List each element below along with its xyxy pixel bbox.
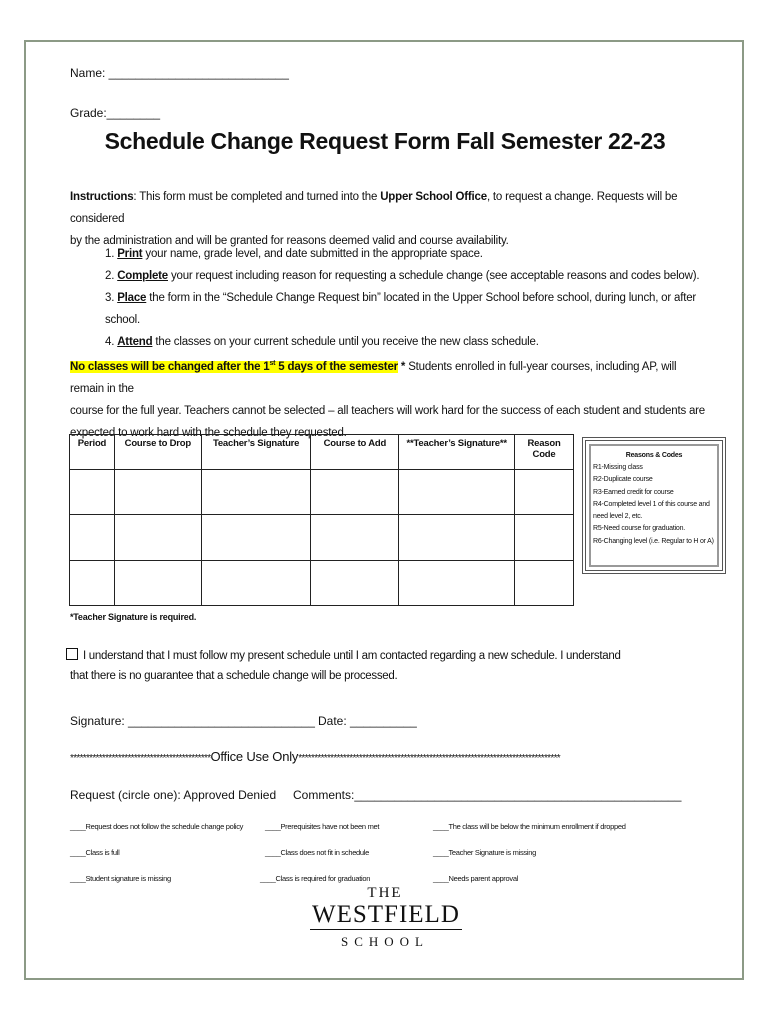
step-item: 2. Complete your request including reason for requesting a schedule change (see acceptable reasons and codes below). [105,270,700,282]
office-check-item: ____Class is full [70,848,120,857]
instructions-lead: Instructions [70,191,134,203]
table-cell[interactable] [201,470,311,515]
col-course-to-drop: Course to Drop [114,435,201,470]
instructions-text: : This form must be completed and turned into the [133,191,381,203]
request-circle-one: Request (circle one): Approved Denied [70,788,277,802]
table-cell[interactable] [70,560,115,605]
code-item: R6-Changing level (i.e. Regular to H or A) [593,537,714,545]
step-item: 4. Attend the classes on your current schedule until you receive the new class schedule. [105,336,539,348]
code-item: R3-Earned credit for course [593,488,674,496]
code-item: R2-Duplicate course [593,476,653,484]
table-cell[interactable] [399,515,515,560]
logo-westfield: WESTFIELD [312,901,460,928]
date-field[interactable]: Date: __________ [318,714,417,728]
instructions-text-2: , to request a change. Requests will be considered [70,191,678,225]
office-check-item: ____Request does not follow the schedule change policy [70,822,244,831]
footnote: *Teacher Signature is required. [70,612,197,622]
table-cell[interactable] [201,515,311,560]
acknowledge-line-1 [66,648,621,662]
col-course-to-add: Course to Add [311,435,399,470]
notice-line-2: course for the full year. Teachers cannot be selected – all teachers will work hard for the success of each student and students are [70,404,706,417]
reasons-codes-box [582,437,726,574]
office-use-divider: ********************************************Office Use Only********************************************************************************** [70,749,560,764]
col-period: Period [70,435,115,470]
acknowledge-text: I understand that I must follow my present schedule until I am contacted regarding a new schedule. I understand [83,650,621,662]
table-row [70,515,574,560]
notice-paragraph: No classes will be changed after the 1st 5 days of the semester * Students enrolled in full-year courses, including AP, will remain in the course for the full year. Teachers cannot be selected – all teachers will work hard for the success of each student and students are expected to work hard with the schedule they requested. [70,353,710,444]
office-check-item: ____Student signature is missing [70,874,171,883]
table-cell[interactable] [399,470,515,515]
notice-line-3: expected to work hard with the schedule they requested. [70,426,347,439]
table-cell[interactable] [70,470,115,515]
schedule-change-table [69,434,574,606]
upper-school-office: Upper School Office [380,191,487,203]
office-check-item: ____Class is required for graduation [260,874,371,883]
step-item: 1. Print your name, grade level, and date submitted in the appropriate space. [105,248,483,260]
step-item: 3. Place the form in the “Schedule Change Request bin” located in the Upper School before school, during lunch, or after [105,292,697,304]
office-check-item: ____Class does not fit in schedule [265,848,370,857]
logo-school: SCHOOL [340,934,429,949]
table-cell[interactable] [311,470,399,515]
westfield-school-logo [310,885,460,950]
table-cell[interactable] [114,515,201,560]
table-cell[interactable] [311,515,399,560]
table-row [70,470,574,515]
table-cell[interactable] [515,470,574,515]
table-cell[interactable] [399,560,515,605]
logo-the: THE [367,885,403,901]
table-cell[interactable] [515,515,574,560]
table-cell[interactable] [201,560,311,605]
table-cell[interactable] [114,560,201,605]
table-row [70,560,574,605]
grade-field-label[interactable]: Grade:________ [70,106,161,120]
code-item: R5-Need course for graduation. [593,525,686,533]
comments-field[interactable]: Comments:_________________________________________________ [293,788,682,802]
office-check-item: ____Teacher Signature is missing [433,848,536,857]
office-use-label: Office Use Only [210,749,299,764]
table-header-row [70,435,574,470]
signature-field[interactable]: Signature: ____________________________ [70,714,315,728]
table-cell[interactable] [311,560,399,605]
table-cell[interactable] [114,470,201,515]
table-cell[interactable] [515,560,574,605]
deadline-highlight: No classes will be changed after the 1st 5 days of the semester [70,360,398,373]
table-cell[interactable] [70,515,115,560]
step-item: school. [105,314,141,326]
office-check-item: ____Needs parent approval [433,874,519,883]
office-check-item: ____Prerequisites have not been met [265,822,380,831]
reasons-codes-title: Reasons & Codes [625,452,683,459]
acknowledge-line-2: that there is no guarantee that a schedule change will be processed. [70,670,398,682]
instructions-line-2: by the administration and will be granted for reasons deemed valid and course availability. [70,235,509,247]
code-item: R1-Missing class [593,464,643,471]
col-reason-code: Reason Code [515,435,574,470]
office-check-item: ____The class will be below the minimum enrollment if dropped [433,822,626,831]
page-title: Schedule Change Request Form Fall Semester 22-23 [104,128,666,154]
col-teacher-signature: Teacher’s Signature [201,435,311,470]
acknowledge-checkbox[interactable] [66,648,78,660]
col-teacher-signature-required: **Teacher’s Signature** [399,435,515,470]
steps-list [105,243,705,353]
name-field-label[interactable]: Name: ___________________________ [70,66,289,80]
code-item: R4-Completed level 1 of this course and need level 2, etc. [593,500,710,521]
